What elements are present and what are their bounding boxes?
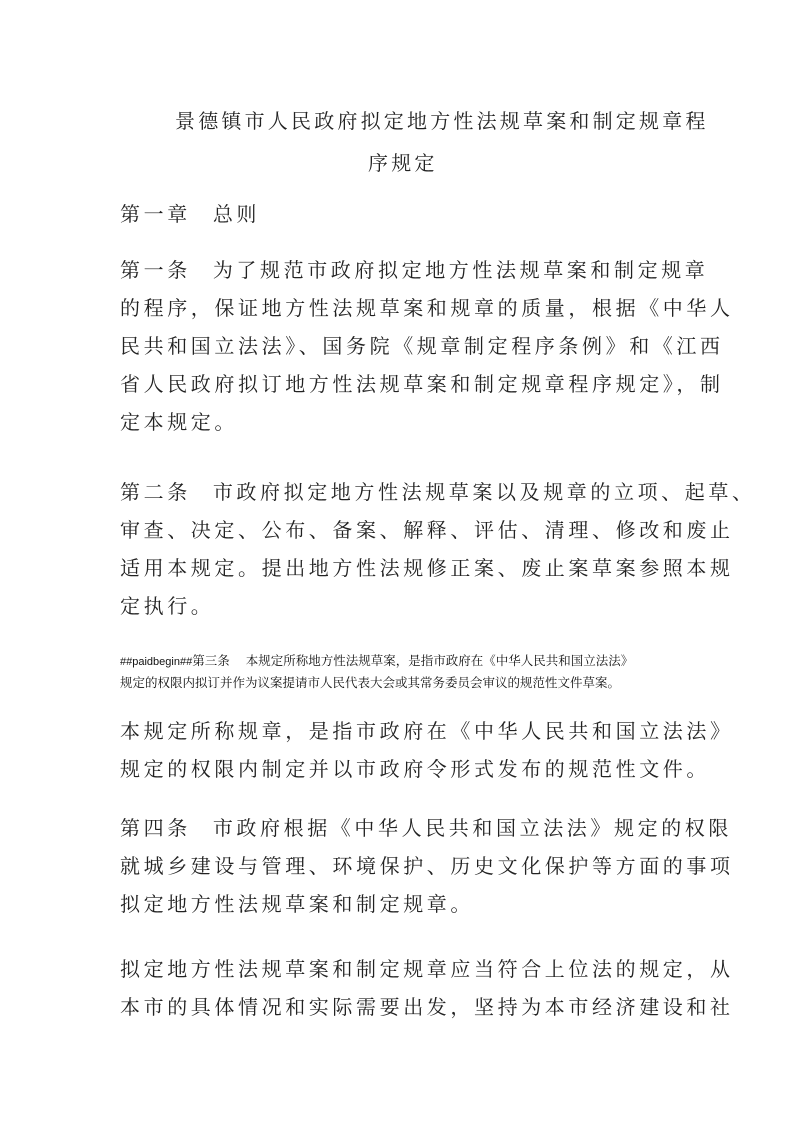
article-1-line-2: 的程序，保证地方性法规草案和规章的质量，根据《中华人 (120, 296, 734, 320)
article-2-line-1 (120, 480, 756, 504)
article-2-line-2: 审查、决定、公布、备案、解释、评估、清理、修改和废止 (120, 518, 734, 542)
article-2-label: 第二条 (120, 480, 191, 504)
chapter-name: 总则 (212, 202, 261, 226)
paid-begin-marker: ##paidbegin## (120, 656, 193, 668)
paragraph-regulation-line-2: 规定的权限内制定并以市政府令形式发布的规范性文件。 (120, 757, 710, 781)
paragraph-principle-line-1: 拟定地方性法规草案和制定规章应当符合上位法的规定，从 (120, 957, 734, 981)
article-1-line-4: 省人民政府拟订地方性法规草案和制定规章程序规定》，制 (120, 372, 724, 396)
article-3-line-1 (120, 653, 633, 670)
article-1-line-1 (120, 258, 708, 282)
article-1-line-3: 民共和国立法法》、国务院《规章制定程序条例》和《江西 (120, 334, 724, 358)
article-4-label: 第四条 (120, 816, 191, 840)
article-1-label: 第一条 (120, 258, 191, 282)
article-4-line-2: 就城乡建设与管理、环境保护、历史文化保护等方面的事项 (120, 854, 734, 878)
paragraph-regulation-line-1: 本规定所称规章，是指市政府在《中华人民共和国立法法》 (120, 719, 734, 743)
article-3-label: 第三条 (192, 654, 230, 668)
article-3-text: 本规定所称地方性法规草案，是指市政府在《中华人民共和国立法法》 (245, 654, 634, 668)
article-1-line-5: 定本规定。 (120, 410, 238, 434)
document-title-line-1: 景德镇市人民政府拟定地方性法规草案和制定规章程 (175, 109, 709, 133)
article-2-line-3: 适用本规定。提出地方性法规修正案、废止案草案参照本规 (120, 556, 734, 580)
article-1-text: 为了规范市政府拟定地方性法规草案和制定规章 (212, 258, 709, 282)
article-2-text: 市政府拟定地方性法规草案以及规章的立项、起草、 (212, 480, 756, 504)
chapter-number: 第一章 (120, 202, 191, 226)
article-4-line-3: 拟定地方性法规草案和制定规章。 (120, 892, 474, 916)
paragraph-principle-line-2: 本市的具体情况和实际需要出发，坚持为本市经济建设和社 (120, 995, 734, 1019)
article-4-line-1 (120, 816, 732, 840)
document-title-line-2: 序规定 (368, 151, 438, 175)
chapter-heading (120, 202, 260, 226)
article-4-text: 市政府根据《中华人民共和国立法法》规定的权限 (212, 816, 733, 840)
article-2-line-4: 定执行。 (120, 594, 215, 618)
article-3-line-2: 规定的权限内拟订并作为议案提请市人民代表大会或其常务委员会审议的规范性文件草案。 (120, 676, 621, 690)
